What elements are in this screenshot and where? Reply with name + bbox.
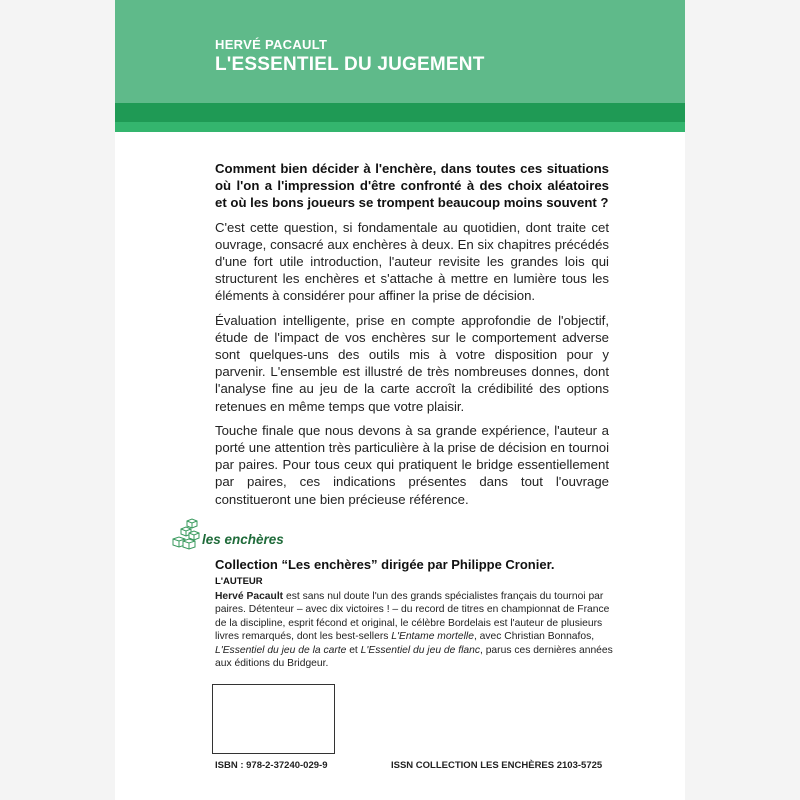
stacked-cubes-icon [170, 518, 202, 558]
book-jeu-carte: L'Essentiel du jeu de la carte [215, 644, 347, 656]
author-bio-text: , avec Christian Bonnafos, [473, 631, 595, 642]
isbn: ISBN : 978-2-37240-029-9 [215, 760, 328, 771]
author-bio-name: Hervé Pacault [215, 590, 284, 602]
header-band [115, 0, 685, 103]
header-stripe-light [115, 122, 685, 132]
book-entame: L'Entame mortelle [391, 631, 474, 642]
author-bio-text: est sans nul doute l'un des grands spécialistes français du tournoi par paires. Détenteur – avec dix victoires ! – du record de titres en championnat de France de la discipline, esprit fécond et original, le célèbre Bordelais est l'auteur de plusieurs livres remarqués, dont les best-sellers [215, 590, 610, 642]
book-jeu-flanc: L'Essentiel du jeu de flanc [360, 644, 480, 656]
about-author-heading: L'AUTEUR [215, 576, 263, 587]
issn: ISSN COLLECTION LES ENCHÈRES 2103-5725 [391, 760, 603, 771]
header-stripe-dark [115, 103, 685, 122]
about-author [215, 575, 615, 671]
author-bio [215, 590, 615, 671]
book-title: L'ESSENTIEL DU JUGEMENT [215, 54, 485, 75]
paragraph-1: C'est cette question, si fondamentale au quotidien, dont traite cet ouvrage, consacré aux enchères à deux. En six chapitres précédés d'une fort utile introduction, l'auteur revisite les grandes lois qui structurent les enchères et s'attache à mettre en lumière tous les éléments à considérer pour affiner la prise de décision. [215, 219, 609, 304]
barcode-box [212, 684, 335, 754]
series-logo [170, 518, 340, 558]
paragraph-3: Touche finale que nous devons à sa grande expérience, l'auteur a porté une attention très particulière à la prise de décision en tournoi par paires. Pour tous ceux qui pratiquent le bridge essentiellement par paires, ces indications présentes dans tout l'ouvrage constitueront une bien précieuse référence. [215, 422, 609, 507]
back-cover-text [215, 160, 609, 515]
back-cover [115, 0, 685, 800]
collection-line: Collection “Les enchères” dirigée par Philippe Cronier. [215, 557, 555, 572]
intro-question: Comment bien décider à l'enchère, dans toutes ces situations où l'on a l'impression d'être confronté à des choix aléatoires et où les bons joueurs se trompent beaucoup moins souvent ? [215, 161, 609, 211]
author-name: HERVÉ PACAULT [215, 37, 328, 52]
author-bio-text: et [346, 644, 361, 656]
author-bio-text: , parus ces dernières années aux éditions du Bridgeur. [215, 644, 613, 669]
paragraph-2: Évaluation intelligente, prise en compte approfondie de l'objectif, étude de l'impact de vos enchères sur le comportement adverse sont quelques-uns des outils mis à votre disposition pour y parvenir. L'ensemble est illustré de très nombreuses donnes, dont l'analyse fine au jeu de la carte accroît la crédibilité des options retenues en même temps que votre plaisir. [215, 312, 609, 414]
series-name: les enchères [202, 532, 284, 547]
